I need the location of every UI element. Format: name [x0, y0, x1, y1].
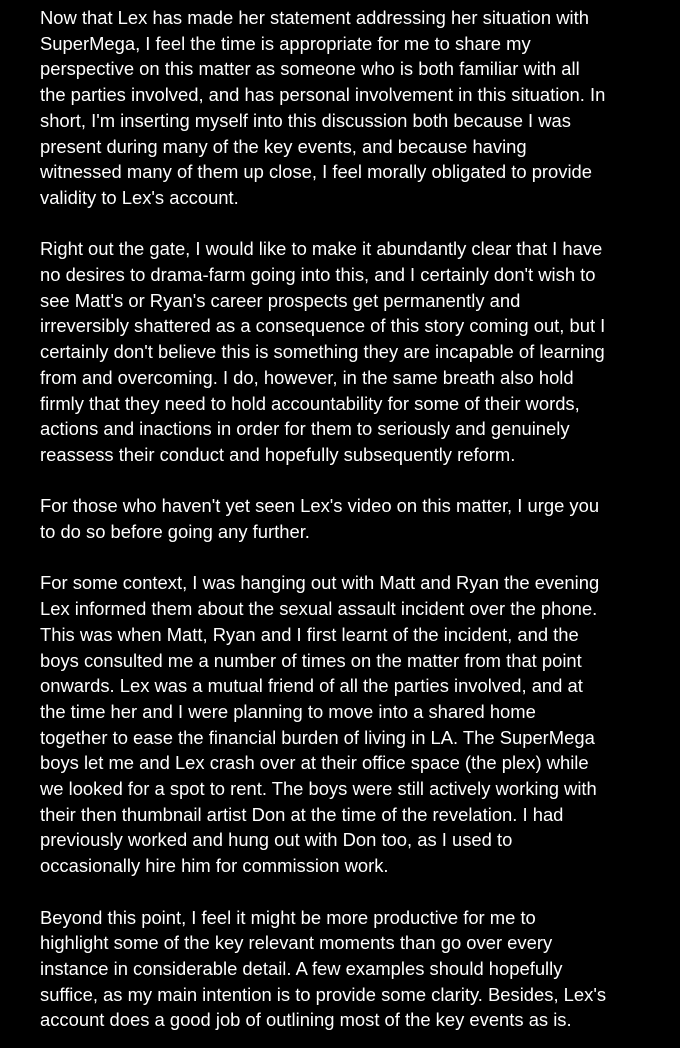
- text-line: irreversibly shattered as a consequence of this story coming out, but I: [40, 315, 606, 337]
- text-line: Right out the gate, I would like to make it abundantly clear that I have: [40, 238, 603, 260]
- text-line: perspective on this matter as someone who is both familiar with all: [40, 58, 580, 80]
- text-line: onwards. Lex was a mutual friend of all the parties involved, and at: [40, 675, 583, 697]
- paragraph-2: [40, 236, 645, 467]
- text-line: This was when Matt, Ryan and I first learnt of the incident, and the: [40, 623, 579, 645]
- text-line: For some context, I was hanging out with Matt and Ryan the evening: [40, 572, 600, 594]
- text-line: account does a good job of outlining most of the key events as is.: [40, 1009, 572, 1031]
- text-line: we looked for a spot to rent. The boys were still actively working with: [40, 778, 597, 800]
- text-line: short, I'm inserting myself into this discussion both because I was: [40, 109, 571, 131]
- text-line: previously worked and hung out with Don too, as I used to: [40, 829, 513, 851]
- text-line: the parties involved, and has personal involvement in this situation. In: [40, 84, 606, 106]
- paragraph-5: [40, 905, 645, 1034]
- text-line: occasionally hire him for commission work.: [40, 855, 389, 877]
- text-line: highlight some of the key relevant moments than go over every: [40, 932, 553, 954]
- text-line: witnessed many of them up close, I feel morally obligated to provide: [40, 161, 593, 183]
- text-line: reassess their conduct and hopefully subsequently reform.: [40, 443, 516, 465]
- text-line: see Matt's or Ryan's career prospects get permanently and: [40, 289, 521, 311]
- paragraph-1: [40, 5, 645, 211]
- text-line: the time her and I were planning to move into a shared home: [40, 700, 536, 722]
- text-line: certainly don't believe this is something they are incapable of learning: [40, 341, 605, 363]
- text-line: SuperMega, I feel the time is appropriate for me to share my: [40, 32, 531, 54]
- document-body: [40, 5, 645, 1033]
- text-line: their then thumbnail artist Don at the time of the revelation. I had: [40, 803, 564, 825]
- text-line: suffice, as my main intention is to provide some clarity. Besides, Lex's: [40, 983, 607, 1005]
- text-line: to do so before going any further.: [40, 521, 310, 543]
- text-line: boys let me and Lex crash over at their office space (the plex) while: [40, 752, 589, 774]
- paragraph-3: [40, 493, 645, 544]
- text-line: For those who haven't yet seen Lex's video on this matter, I urge you: [40, 495, 600, 517]
- text-line: Lex informed them about the sexual assault incident over the phone.: [40, 598, 598, 620]
- text-line: instance in considerable detail. A few examples should hopefully: [40, 957, 563, 979]
- text-line: actions and inactions in order for them to seriously and genuinely: [40, 418, 570, 440]
- text-line: firmly that they need to hold accountability for some of their words,: [40, 392, 580, 414]
- text-line: validity to Lex's account.: [40, 186, 239, 208]
- text-line: present during many of the key events, and because having: [40, 135, 527, 157]
- text-line: Beyond this point, I feel it might be more productive for me to: [40, 906, 536, 928]
- text-line: no desires to drama-farm going into this, and I certainly don't wish to: [40, 264, 596, 286]
- text-line: Now that Lex has made her statement addressing her situation with: [40, 7, 589, 28]
- paragraph-4: [40, 570, 645, 878]
- text-line: together to ease the financial burden of living in LA. The SuperMega: [40, 726, 595, 748]
- text-line: from and overcoming. I do, however, in the same breath also hold: [40, 366, 574, 388]
- text-line: boys consulted me a number of times on the matter from that point: [40, 649, 582, 671]
